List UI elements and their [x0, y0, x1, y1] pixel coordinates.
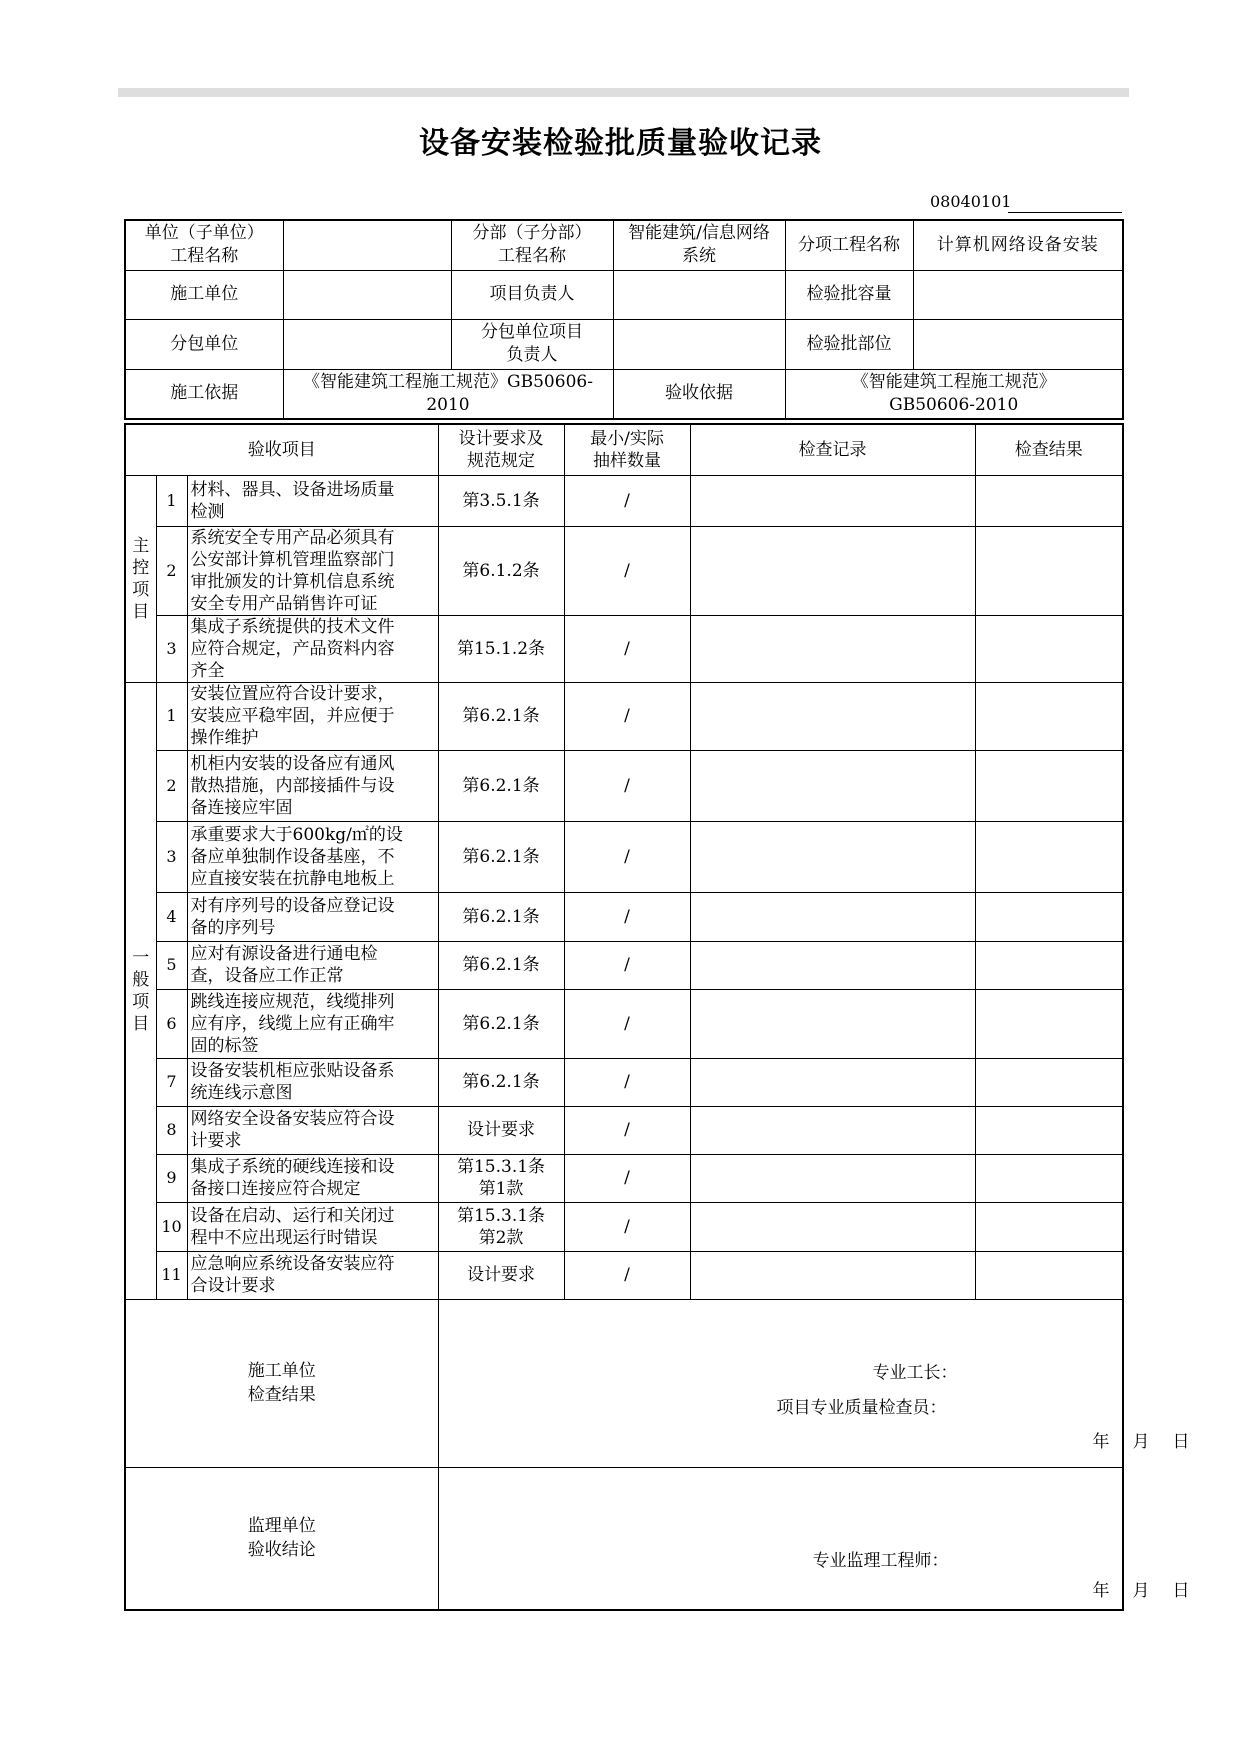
- col-record: 检查记录: [690, 424, 975, 475]
- col-sample: 最小/实际 抽样数量: [564, 424, 690, 475]
- check-record[interactable]: [690, 989, 975, 1058]
- check-record[interactable]: [690, 1154, 975, 1202]
- sub-value[interactable]: [283, 319, 451, 369]
- pm-label: 项目负责人: [451, 270, 613, 319]
- check-record[interactable]: [690, 1202, 975, 1251]
- check-result[interactable]: [975, 941, 1123, 989]
- pm-value[interactable]: [613, 270, 785, 319]
- inspector-label: 项目专业质量检查员：: [776, 1398, 947, 1418]
- check-result[interactable]: [975, 1202, 1123, 1251]
- date-month: 月: [1132, 1432, 1150, 1452]
- item-text: 机柜内安装的设备应有通风 散热措施，内部接插件与设 备连接应牢固: [187, 750, 438, 821]
- design-ref: 第6.2.1条: [438, 892, 564, 941]
- subitem-value[interactable]: 计算机网络设备安装: [913, 220, 1123, 270]
- form-code-underline: [1008, 212, 1122, 213]
- row-number: 3: [156, 615, 187, 682]
- row-number: 7: [156, 1058, 187, 1106]
- design-ref: 第15.1.2条: [438, 615, 564, 682]
- row-number: 6: [156, 989, 187, 1058]
- sub-pm-label: 分包单位项目 负责人: [451, 319, 613, 369]
- date-year: 年: [1092, 1580, 1110, 1601]
- table-row: [125, 1106, 1123, 1154]
- page-title: 设备安装检验批质量验收记录: [419, 126, 822, 161]
- capacity-value[interactable]: [913, 270, 1123, 319]
- check-result[interactable]: [975, 682, 1123, 750]
- basis-label: 施工依据: [125, 369, 283, 419]
- row-number: 8: [156, 1106, 187, 1154]
- position-value[interactable]: [913, 319, 1123, 369]
- acceptance-value[interactable]: 《智能建筑工程施工规范》 GB50606-2010: [785, 369, 1123, 419]
- check-record[interactable]: [690, 892, 975, 941]
- row-number: 1: [156, 682, 187, 750]
- contractor-check-row: [125, 1299, 1123, 1467]
- check-result[interactable]: [975, 1251, 1123, 1299]
- capacity-label: 检验批容量: [785, 270, 913, 319]
- sample-count[interactable]: /: [564, 1154, 690, 1202]
- inspection-table: [124, 423, 1190, 1611]
- table-row: [125, 526, 1123, 615]
- item-text: 系统安全专用产品必须具有 公安部计算机管理监察部门 审批颁发的计算机信息系统 安全专用产品销售许可证: [187, 526, 438, 615]
- division-value[interactable]: 智能建筑/信息网络 系统: [613, 220, 785, 270]
- design-ref: 第15.3.1条 第1款: [438, 1154, 564, 1202]
- check-result[interactable]: [975, 615, 1123, 682]
- date-day: 日: [1172, 1432, 1190, 1452]
- design-ref: 设计要求: [438, 1251, 564, 1299]
- sample-count[interactable]: /: [564, 821, 690, 892]
- check-record[interactable]: [690, 1106, 975, 1154]
- design-ref: 第6.2.1条: [438, 1058, 564, 1106]
- header-table: [124, 219, 1124, 420]
- date-month: 月: [1132, 1580, 1150, 1601]
- table-row: [125, 475, 1123, 526]
- check-result[interactable]: [975, 1154, 1123, 1202]
- top-rule: [118, 88, 1129, 97]
- main-items-category: 主 控 项 目: [125, 475, 156, 682]
- item-text: 跳线连接应规范，线缆排列 应有序，线缆上应有正确牢 固的标签: [187, 989, 438, 1058]
- supervisor-check-row: [125, 1467, 1123, 1610]
- contractor-value[interactable]: [283, 270, 451, 319]
- table-row: [125, 615, 1123, 682]
- position-label: 检验批部位: [785, 319, 913, 369]
- table-row: [125, 941, 1123, 989]
- check-record[interactable]: [690, 1251, 975, 1299]
- acceptance-label: 验收依据: [613, 369, 785, 419]
- subitem-label: 分项工程名称: [785, 220, 913, 270]
- table-row: [125, 1202, 1123, 1251]
- item-text: 安装位置应符合设计要求， 安装应平稳牢固，并应便于 操作维护: [187, 682, 438, 750]
- table-row: [125, 892, 1123, 941]
- item-text: 材料、器具、设备进场质量 检测: [187, 475, 438, 526]
- row-number: 10: [156, 1202, 187, 1251]
- supervisor-check-area[interactable]: [438, 1467, 1190, 1610]
- table-row: [125, 1154, 1123, 1202]
- date-day: 日: [1172, 1580, 1190, 1601]
- item-text: 承重要求大于600kg/㎡的设 备应单独制作设备基座，不 应直接安装在抗静电地板上: [187, 821, 438, 892]
- col-design: 设计要求及 规范规定: [438, 424, 564, 475]
- design-ref: 第6.2.1条: [438, 750, 564, 821]
- design-ref: 第15.3.1条 第2款: [438, 1202, 564, 1251]
- contractor-label: 施工单位: [125, 270, 283, 319]
- item-text: 设备安装机柜应张贴设备系 统连线示意图: [187, 1058, 438, 1106]
- basis-value[interactable]: 《智能建筑工程施工规范》GB50606- 2010: [283, 369, 613, 419]
- check-record[interactable]: [690, 750, 975, 821]
- sample-count[interactable]: /: [564, 892, 690, 941]
- item-text: 集成子系统提供的技术文件 应符合规定，产品资料内容 齐全: [187, 615, 438, 682]
- row-number: 2: [156, 750, 187, 821]
- table-row: [125, 821, 1123, 892]
- division-label: 分部（子分部） 工程名称: [451, 220, 613, 270]
- row-number: 9: [156, 1154, 187, 1202]
- check-result[interactable]: [975, 1058, 1123, 1106]
- sample-count[interactable]: /: [564, 682, 690, 750]
- item-text: 对有序列号的设备应登记设 备的序列号: [187, 892, 438, 941]
- date-year: 年: [1092, 1432, 1110, 1452]
- check-record[interactable]: [690, 475, 975, 526]
- sample-count[interactable]: /: [564, 1202, 690, 1251]
- table-row: [125, 750, 1123, 821]
- design-ref: 第6.1.2条: [438, 526, 564, 615]
- check-result[interactable]: [975, 526, 1123, 615]
- unit-label: 单位（子单位） 工程名称: [125, 220, 283, 270]
- design-ref: 第6.2.1条: [438, 682, 564, 750]
- general-items-category: 一 般 项 目: [125, 682, 156, 1299]
- sample-count[interactable]: /: [564, 941, 690, 989]
- check-result[interactable]: [975, 1106, 1123, 1154]
- check-record[interactable]: [690, 941, 975, 989]
- check-record[interactable]: [690, 526, 975, 615]
- sample-count[interactable]: /: [564, 1106, 690, 1154]
- row-number: 5: [156, 941, 187, 989]
- check-result[interactable]: [975, 750, 1123, 821]
- item-text: 应急响应系统设备安装应符 合设计要求: [187, 1251, 438, 1299]
- unit-value[interactable]: [283, 220, 451, 270]
- foreman-label: 专业工长：: [872, 1363, 958, 1383]
- check-record[interactable]: [690, 682, 975, 750]
- col-result: 检查结果: [975, 424, 1123, 475]
- sub-label: 分包单位: [125, 319, 283, 369]
- design-ref: 设计要求: [438, 1106, 564, 1154]
- check-record[interactable]: [690, 615, 975, 682]
- engineer-label: 专业监理工程师：: [812, 1550, 949, 1571]
- table-row: [125, 682, 1123, 750]
- row-number: 3: [156, 821, 187, 892]
- contractor-check-label: 施工单位 检查结果: [125, 1299, 438, 1467]
- contractor-check-area[interactable]: [438, 1299, 1190, 1467]
- design-ref: 第6.2.1条: [438, 941, 564, 989]
- item-text: 应对有源设备进行通电检 查，设备应工作正常: [187, 941, 438, 989]
- sample-count[interactable]: /: [564, 750, 690, 821]
- sample-count[interactable]: /: [564, 1058, 690, 1106]
- form-code: 08040101: [930, 192, 1012, 211]
- sub-pm-value[interactable]: [613, 319, 785, 369]
- table-row: [125, 1058, 1123, 1106]
- sample-count[interactable]: /: [564, 615, 690, 682]
- sample-count[interactable]: /: [564, 526, 690, 615]
- row-number: 1: [156, 475, 187, 526]
- check-result[interactable]: [975, 821, 1123, 892]
- check-record[interactable]: [690, 821, 975, 892]
- supervisor-check-label: 监理单位 验收结论: [125, 1467, 438, 1610]
- sample-count[interactable]: /: [564, 989, 690, 1058]
- col-item: 验收项目: [125, 424, 438, 475]
- design-ref: 第3.5.1条: [438, 475, 564, 526]
- column-header-row: [125, 424, 1123, 475]
- design-ref: 第6.2.1条: [438, 989, 564, 1058]
- check-record[interactable]: [690, 1058, 975, 1106]
- check-result[interactable]: [975, 475, 1123, 526]
- item-text: 设备在启动、运行和关闭过 程中不应出现运行时错误: [187, 1202, 438, 1251]
- row-number: 2: [156, 526, 187, 615]
- sample-count[interactable]: /: [564, 475, 690, 526]
- item-text: 网络安全设备安装应符合设 计要求: [187, 1106, 438, 1154]
- design-ref: 第6.2.1条: [438, 821, 564, 892]
- check-result[interactable]: [975, 989, 1123, 1058]
- row-number: 11: [156, 1251, 187, 1299]
- table-row: [125, 1251, 1123, 1299]
- table-row: [125, 989, 1123, 1058]
- sample-count[interactable]: /: [564, 1251, 690, 1299]
- check-result[interactable]: [975, 892, 1123, 941]
- item-text: 集成子系统的硬线连接和设 备接口连接应符合规定: [187, 1154, 438, 1202]
- row-number: 4: [156, 892, 187, 941]
